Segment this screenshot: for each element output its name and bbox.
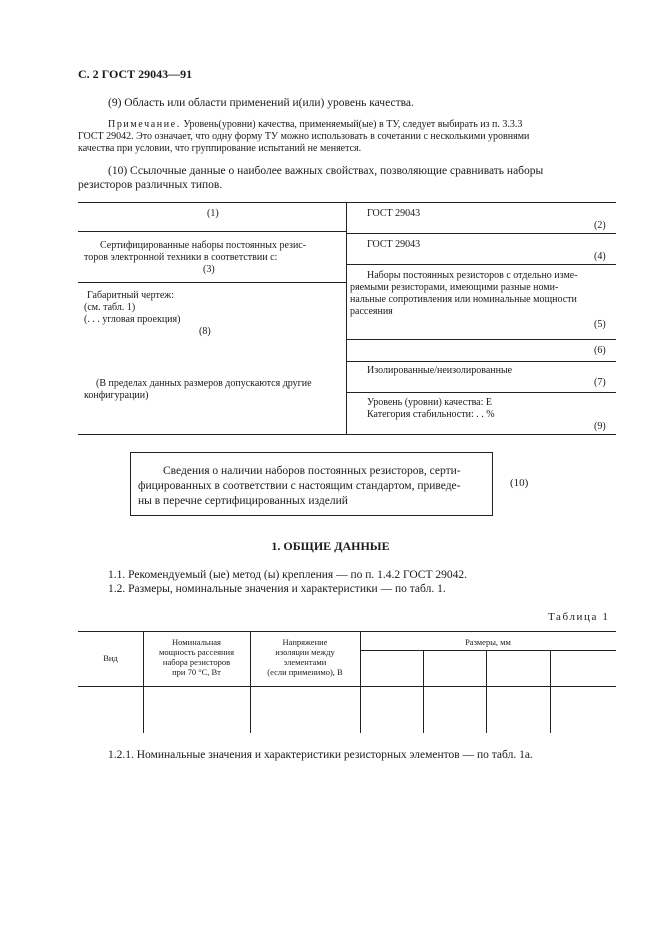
table-1-caption: Таблица 1 — [548, 611, 610, 623]
form-ref-7: (7) — [594, 377, 606, 388]
table-col-line-5 — [486, 650, 487, 733]
section-title: 1. ОБЩИЕ ДАННЫЕ — [271, 539, 390, 553]
clause-1-2: 1.2. Размеры, номинальные значения и характеристики — по табл. 1. — [108, 583, 446, 595]
certification-info-box — [130, 452, 493, 516]
form-ref-3: (3) — [203, 264, 215, 275]
quality-level-line: Уровень (уровни) качества: Е — [367, 397, 492, 408]
form-right-divider-1 — [346, 233, 616, 234]
resistor-sets-line-1: Наборы постоянных резисторов с отдельно изме- — [367, 270, 578, 281]
info-box-line-3: ны в перечне сертифицированных изделий — [138, 495, 348, 507]
form-center-divider — [346, 202, 347, 435]
power-header-line-2: мощность рассеяния — [158, 647, 235, 657]
table-dims-subheader-line — [360, 650, 616, 651]
resistor-sets-line-3: нальные сопротивления или номинальные мощности — [350, 294, 577, 305]
form-right-divider-5 — [346, 392, 616, 393]
config-line-1: (В пределах данных размеров допускаются другие — [96, 378, 312, 389]
table-header-voltage — [250, 637, 360, 677]
table-col-line-6 — [550, 650, 551, 733]
config-line-2: конфигурации) — [84, 390, 149, 401]
power-header-line-4: при 70 °С, Вт — [172, 667, 221, 677]
voltage-header-line-1: Напряжение — [282, 637, 328, 647]
table-header-dimensions: Размеры, мм — [465, 637, 511, 647]
form-right-divider-2 — [346, 264, 616, 265]
note-line-1-text: Уровень(уровни) качества, применяемый(ые) в ТУ, следует выбирать из п. 3.3.3 — [183, 119, 523, 130]
power-header-line-1: Номинальная — [172, 637, 221, 647]
form-right-divider-3 — [346, 339, 616, 340]
page-header: С. 2 ГОСТ 29043—91 — [78, 67, 193, 81]
note-label: Примечание. — [108, 119, 181, 130]
form-ref-1: (1) — [207, 208, 219, 219]
power-header-line-3: набора резисторов — [162, 657, 231, 667]
clause-1-1: 1.1. Рекомендуемый (ые) метод (ы) крепления — по п. 1.4.2 ГОСТ 29042. — [108, 569, 468, 581]
stability-category-line: Категория стабильности: . . % — [367, 409, 495, 420]
table-header-view: Вид — [103, 653, 118, 663]
form-ref-6: (6) — [594, 345, 606, 356]
form-right-divider-4 — [346, 361, 616, 362]
resistor-sets-line-2: ряемыми резисторами, имеющими разные номи- — [350, 282, 559, 293]
gost-ref-2: ГОСТ 29043 — [367, 208, 421, 219]
gost-ref-4: ГОСТ 29043 — [367, 239, 421, 250]
certified-sets-line-2: торов электронной техники в соответствии с: — [84, 252, 278, 263]
table-header-power — [143, 637, 250, 677]
clause-1-2-1: 1.2.1. Номинальные значения и характеристики резисторных элементов — по табл. 1а. — [108, 749, 533, 761]
drawing-line-3: (. . . угловая проекция) — [84, 314, 181, 325]
table-top-border — [78, 631, 616, 632]
form-left-divider-2 — [78, 282, 346, 283]
table-header-bottom — [78, 686, 616, 687]
certified-sets-line-1: Сертифицированные наборы постоянных резис- — [100, 240, 307, 251]
info-box-line-1: Сведения о наличии наборов постоянных резисторов, серти- — [163, 465, 461, 477]
drawing-line-2: (см. табл. 1) — [84, 302, 136, 313]
item-9-text: (9) Область или области применений и(или) уровень качества. — [108, 97, 414, 109]
drawing-line-1: Габаритный чертеж: — [87, 290, 174, 301]
form-ref-5: (5) — [594, 319, 606, 330]
table-col-line-4 — [423, 650, 424, 733]
resistor-sets-line-4: рассеяния — [350, 306, 393, 317]
voltage-header-line-3: элементами — [283, 657, 327, 667]
voltage-header-line-2: изоляции между — [275, 647, 335, 657]
item-10-line-1: (10) Ссылочные данные о наиболее важных свойствах, позволяющие сравнивать наборы — [108, 165, 544, 177]
note-line-1 — [108, 119, 522, 132]
form-ref-4: (4) — [594, 251, 606, 262]
form-ref-9: (9) — [594, 421, 606, 432]
form-ref-8: (8) — [199, 326, 211, 337]
note-line-3: качества при условии, что группирование испытаний не меняется. — [78, 143, 362, 154]
form-left-divider-1 — [78, 231, 346, 232]
info-box-line-2: фицированных в соответствии с настоящим стандартом, приведе- — [138, 480, 461, 492]
info-box-ref-10: (10) — [510, 477, 529, 489]
voltage-header-line-4: (если применимо), В — [267, 667, 343, 677]
insulated-text: Изолированные/неизолированные — [367, 365, 513, 376]
note-line-2: ГОСТ 29042. Это означает, что одну форму ТУ можно использовать в сочетании с несколькими уровнями — [78, 131, 530, 142]
item-10-line-2: резисторов различных типов. — [78, 179, 223, 191]
form-ref-2: (2) — [594, 220, 606, 231]
